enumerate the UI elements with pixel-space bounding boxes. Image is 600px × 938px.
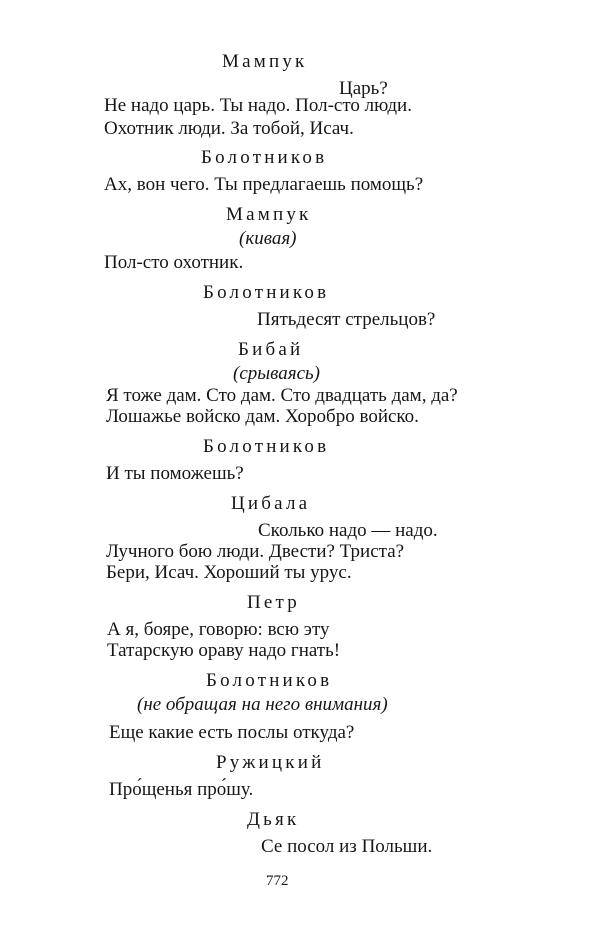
dialogue-line: Охотник люди. За тобой, Исач. xyxy=(104,118,354,139)
speaker-name: Болотников xyxy=(203,282,330,303)
dialogue-line: Ах, вон чего. Ты предлагаешь помощь? xyxy=(104,174,424,195)
dialogue-line: Пятьдесят стрельцов? xyxy=(257,309,436,330)
dialogue-line: Бери, Исач. Хороший ты урус. xyxy=(106,562,352,583)
page-number: 772 xyxy=(266,873,289,889)
speaker-name: Мампук xyxy=(222,51,308,72)
stage-direction: (срываясь) xyxy=(233,363,320,384)
stage-direction: (не обращая на него внимания) xyxy=(137,694,388,715)
dialogue-line: А я, бояре, говорю: всю эту xyxy=(107,619,330,640)
dialogue-line: Пол-сто охотник. xyxy=(104,252,244,273)
dialogue-line: И ты поможешь? xyxy=(106,463,244,484)
dialogue-line: Лучного бою люди. Двести? Триста? xyxy=(106,541,405,562)
dialogue-line: Сколько надо — надо. xyxy=(258,520,438,541)
dialogue-line: Се посол из Польши. xyxy=(261,836,433,857)
stage-direction: (кивая) xyxy=(239,228,297,249)
dialogue-line: Не надо царь. Ты надо. Пол-сто люди. xyxy=(104,95,412,116)
dialogue-line: Царь? xyxy=(339,78,388,99)
speaker-name: Бибай xyxy=(238,339,304,360)
speaker-name: Цибала xyxy=(231,493,311,514)
speaker-name: Ружицкий xyxy=(216,752,325,773)
dialogue-line: Я тоже дам. Сто дам. Сто двадцать дам, да? xyxy=(106,385,458,406)
speaker-name: Болотников xyxy=(203,436,330,457)
dialogue-line: Татарскую ораву надо гнать! xyxy=(107,640,341,661)
speaker-name: Болотников xyxy=(201,147,328,168)
speaker-name: Дьяк xyxy=(247,809,300,830)
speaker-name: Болотников xyxy=(206,670,333,691)
dialogue-line: Еще какие есть послы откуда? xyxy=(109,722,355,743)
speaker-name: Мампук xyxy=(226,204,312,225)
speaker-name: Петр xyxy=(247,592,300,613)
dialogue-line: Про́щенья про́шу. xyxy=(109,779,254,800)
dialogue-line: Лошажье войско дам. Хоробро войско. xyxy=(106,406,419,427)
